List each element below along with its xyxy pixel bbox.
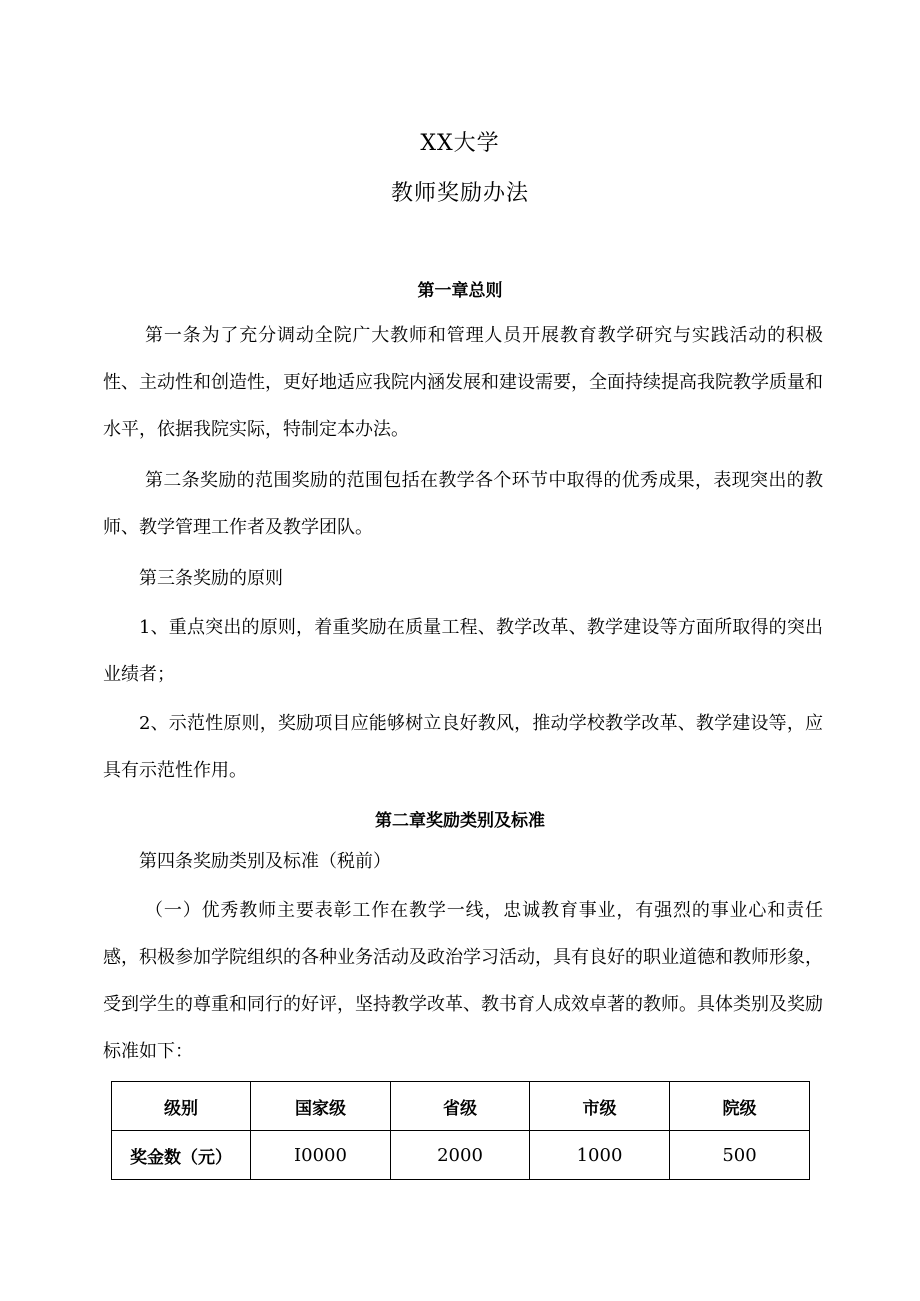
row-label-bonus: 奖金数（元）	[112, 1131, 251, 1180]
header-city: 市级	[530, 1082, 670, 1131]
value-city: 1000	[530, 1131, 670, 1180]
award-table	[111, 1081, 810, 1180]
principle1-paragraph: 1、重点突出的原则，着重奖励在质量工程、教学改革、教学建设等方面所取得的突出业绩者；	[103, 617, 823, 685]
article4-paragraph: 第四条奖励类别及标准（税前）	[139, 851, 391, 872]
value-provincial: 2000	[391, 1131, 530, 1180]
excellent-teacher-paragraph: （一）优秀教师主要表彰工作在教学一线，忠诚教育事业，有强烈的事业心和责任感，积极参加学院组织的各种业务活动及政治学习活动，具有良好的职业道德和教师形象，受到学生的尊重和同行的好评，坚持教学改革、教书育人成效卓著的教师。具体类别及奖励标准如下：	[103, 900, 823, 1062]
value-college: 500	[670, 1131, 810, 1180]
chapter2-heading: 第二章奖励类别及标准	[375, 811, 545, 831]
table-header-row	[112, 1082, 810, 1131]
article3-paragraph: 第三条奖励的原则	[139, 568, 283, 589]
table-row	[112, 1131, 810, 1180]
university-name: XX大学	[420, 131, 500, 156]
header-level: 级别	[112, 1082, 251, 1131]
document-title: 教师奖励办法	[390, 181, 529, 206]
principle2-paragraph: 2、示范性原则，奖励项目应能够树立良好教风，推动学校教学改革、教学建设等，应具有示范性作用。	[103, 713, 823, 781]
article2-paragraph: 第二条奖励的范围奖励的范围包括在教学各个环节中取得的优秀成果，表现突出的教师、教学管理工作者及教学团队。	[103, 470, 823, 538]
value-national: I0000	[251, 1131, 391, 1180]
header-provincial: 省级	[391, 1082, 530, 1131]
chapter1-heading: 第一章总则	[417, 281, 503, 301]
article1-paragraph: 第一条为了充分调动全院广大教师和管理人员开展教育教学研究与实践活动的积极性、主动性和创造性，更好地适应我院内涵发展和建设需要，全面持续提高我院教学质量和水平，依据我院实际，特制定本办法。	[103, 325, 823, 440]
header-college: 院级	[670, 1082, 810, 1131]
header-national: 国家级	[251, 1082, 391, 1131]
